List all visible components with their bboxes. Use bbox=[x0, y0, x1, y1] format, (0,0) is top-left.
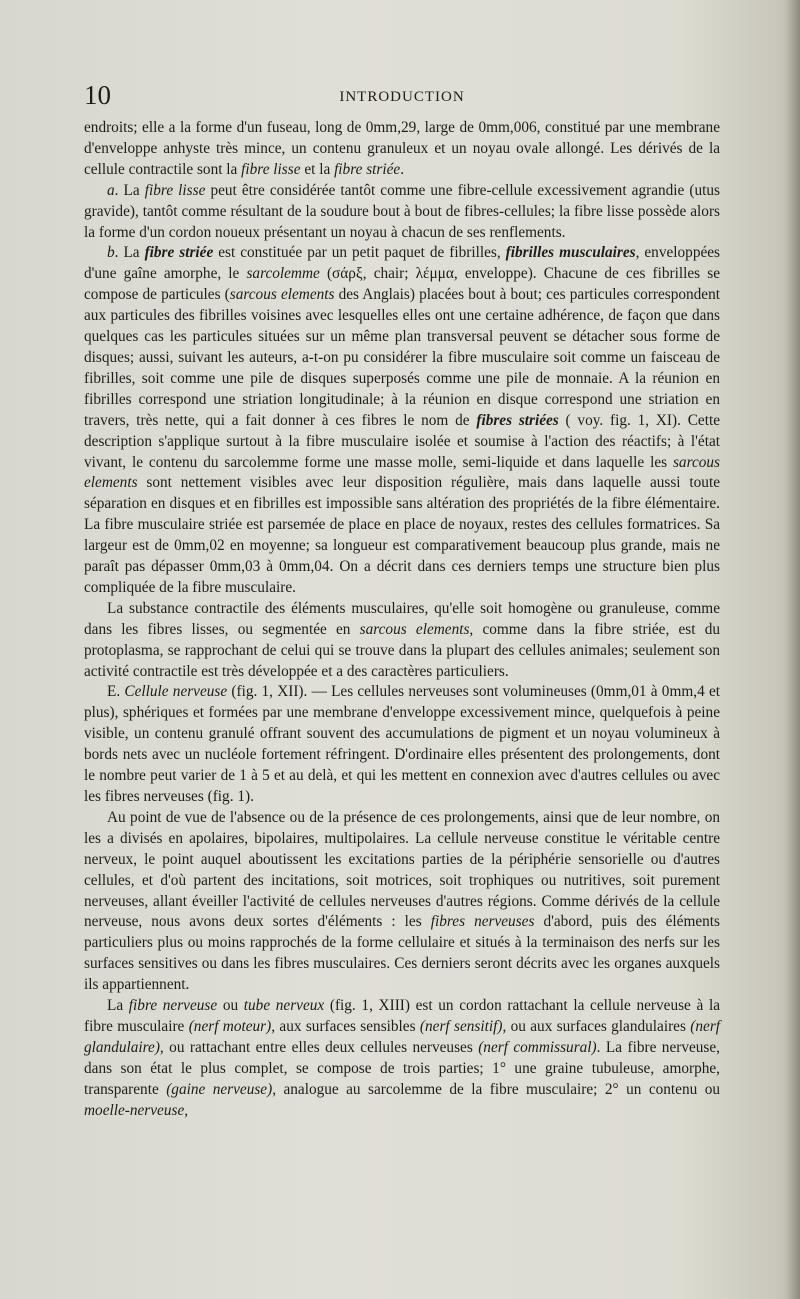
emphasized-text: sarcous elements bbox=[359, 620, 470, 638]
text-run: , analogue au sarcolemme de la fibre musculaire; 2° un contenu ou bbox=[272, 1080, 720, 1098]
paragraph bbox=[84, 996, 720, 1121]
text-run: , comme dans la fibre striée, est du protoplasma, se rapprochant de celui qui se trouve dans la plupart des cellules animales; seulement son activité contractile est très développée et a des caractères particuliers. bbox=[84, 620, 720, 680]
emphasized-text: (nerf sensitif) bbox=[419, 1017, 503, 1035]
emphasized-text: moelle-nerveuse bbox=[84, 1101, 185, 1119]
emphasized-text: tube nerveux bbox=[243, 997, 325, 1015]
emphasized-text: b bbox=[107, 244, 115, 262]
text-run: (fig. 1, XII). — Les cellules nerveuses sont volumineuses (0mm,01 à 0mm,4 et plus), sphériques et formées par une membrane d'enveloppe excessivement mince, quelquefois à peine visible, un contenu granulé offrant souvent des accumulations de pigment et un noyau volumineux à bords nets avec un nucléole fortement réfringent. D'ordinaire elles présentent des prolongements, dont le nombre peut varier de 1 à 5 et au delà, et qui les mettent en connexion avec d'autres cellules ou avec les fibres nerveuses (fig. 1). bbox=[84, 683, 720, 805]
text-run: , enveloppées d'une gaîne amorphe, le bbox=[84, 244, 720, 283]
text-run: . La fibre nerveuse, dans son état le plus complet, se compose de trois parties; 1° une graine tubuleuse, amorphe, transparente bbox=[84, 1038, 720, 1098]
emphasized-text: Cellule nerveuse bbox=[124, 683, 228, 701]
text-run: d'abord, puis des éléments particuliers plus ou moins rapprochés de la forme cellulaire et situés à la terminaison des nerfs sur les surfaces sensitives ou dans les fibres musculaires. Ces derniers seront décrits avec les organes auxquels ils appartiennent. bbox=[84, 913, 720, 994]
emphasized-text: (nerf moteur) bbox=[188, 1017, 272, 1035]
emphasized-text: fibre nerveuse bbox=[128, 997, 218, 1015]
text-run: , ou aux surfaces glandulaires bbox=[502, 1017, 691, 1035]
text-run: sont nettement visibles avec leur disposition régulière, mais dans laquelle aussi toute séparation en disques et en fibrilles est impossible sans altération des propriétés de la fibre élémentaire. La fibre musculaire striée est parsemée de place en place de noyaux, restes des cellules formatrices. Sa largeur est de 0mm,02 en moyenne; sa longueur est comparativement beaucoup plus grande, mais ne paraît pas dépasser 0mm,03 à 0mm,04. On a décrit dans ces derniers temps une structure bien plus compliquée de la fibre musculaire. bbox=[84, 474, 720, 596]
text-run: peut être considérée tantôt comme une fibre-cellule excessivement agrandie (utus gravide), tantôt comme résultant de la soudure bout à bout de fibres-cellules; la fibre lisse possède alors la forme d'un cordon noueux présentant un noyau à chacun de ses renflements. bbox=[84, 181, 720, 241]
text-run: ( voy. fig. 1, XI). Cette description s'applique surtout à la fibre musculaire isolée et soumise à l'action des réactifs; à l'état vivant, le contenu du sarcolemme forme une masse molle, semi-liquide et dans laquelle les bbox=[84, 411, 720, 471]
text-run: E. bbox=[107, 683, 125, 701]
emphasized-text: fibre lisse bbox=[144, 181, 206, 199]
page-header bbox=[84, 80, 720, 110]
paragraph bbox=[84, 118, 720, 181]
text-run: , aux surfaces sensibles bbox=[271, 1017, 420, 1035]
body-text bbox=[84, 118, 720, 1122]
emphasized-text: fibre striée bbox=[334, 160, 401, 178]
text-run: (fig. 1, XIII) est un cordon rattachant la cellule nerveuse à la fibre musculaire bbox=[84, 997, 720, 1035]
emphasized-text: sarcous elements bbox=[229, 286, 335, 304]
emphasized-text: fibres striées bbox=[476, 411, 559, 429]
text-run: . La bbox=[114, 244, 145, 262]
paragraph bbox=[84, 181, 720, 244]
text-run: endroits; elle a la forme d'un fuseau, long de 0mm,29, large de 0mm,006, constitué par une membrane d'enveloppe anhyste très mince, un contenu granuleux et un noyau ovale allongé. Les dérivés de la cellule contractile sont la bbox=[84, 119, 720, 178]
emphasized-text: (nerf glandulaire) bbox=[84, 1017, 721, 1056]
emphasized-text: fibres nerveuses bbox=[430, 913, 535, 931]
text-run: La bbox=[107, 997, 129, 1015]
text-run: Au point de vue de l'absence ou de la présence de ces prolongements, ainsi que de leur nombre, on les a divisés en apolaires, bipolaires, multipolaires. La cellule nerveuse constitue le véritable centre nerveux, le point auquel aboutissent les excitations parties de la périphérie sensorielle ou d'autres cellules, et d'où partent des incitations, soit motrices, soit trophiques ou nutritives, soit purement nerveuses, allant éveiller l'activité de cellules nerveuses d'autres régions. Comme dérivés de la cellule nerveuse, nous avons deux sortes d'éléments : les bbox=[84, 808, 720, 931]
paragraph bbox=[84, 243, 720, 598]
emphasized-text: sarcolemme bbox=[246, 265, 320, 283]
text-run: (σάρξ, chair; λέμμα, enveloppe). Chacune de ces fibrilles se compose de particules ( bbox=[84, 265, 720, 304]
text-run: . bbox=[400, 160, 405, 178]
text-run: et la bbox=[300, 160, 335, 178]
emphasized-text: fibre lisse bbox=[241, 160, 301, 178]
text-run: La substance contractile des éléments musculaires, qu'elle soit homogène ou granuleuse, comme dans les fibres lisses, ou segmentée en bbox=[84, 599, 720, 638]
paragraph bbox=[84, 599, 720, 683]
text-run: est constituée par un petit paquet de fibrilles, bbox=[213, 244, 506, 262]
paragraph bbox=[84, 808, 720, 996]
page-number: 10 bbox=[84, 80, 111, 110]
emphasized-text: a bbox=[107, 181, 115, 199]
page-edge-shadow bbox=[786, 0, 800, 1299]
emphasized-text: sarcous elements bbox=[84, 453, 720, 492]
text-run: des Anglais) placées bout à bout; ces particules correspondent aux particules des fibrilles voisines avec lesquelles elles ont une certaine adhérence, de façon que dans quelques cas les particules situées sur un même plan transversal peuvent se détacher sous forme de disques; aussi, suivant les auteurs, a-t-on pu considérer la fibre musculaire soit comme un faisceau de fibrilles, soit comme une pile de disques superposés comme une pile de monnaie. A la réunion en fibrilles correspond une striation longitudinale; à la réunion en disque correspond une striation en travers, très nette, qui a fait donner à ces fibres le nom de bbox=[84, 286, 720, 429]
paragraph bbox=[84, 682, 720, 807]
text-run: ou bbox=[217, 997, 244, 1015]
text-run: , ou rattachant entre elles deux cellules nerveuses bbox=[159, 1038, 479, 1056]
text-run: , bbox=[184, 1101, 189, 1119]
emphasized-text: (nerf commissural) bbox=[478, 1038, 597, 1056]
emphasized-text: fibre striée bbox=[144, 244, 214, 262]
text-run: . La bbox=[114, 181, 145, 199]
running-title: INTRODUCTION bbox=[339, 89, 465, 105]
emphasized-text: fibrilles musculaires bbox=[505, 244, 636, 262]
emphasized-text: (gaine nerveuse) bbox=[166, 1080, 273, 1098]
